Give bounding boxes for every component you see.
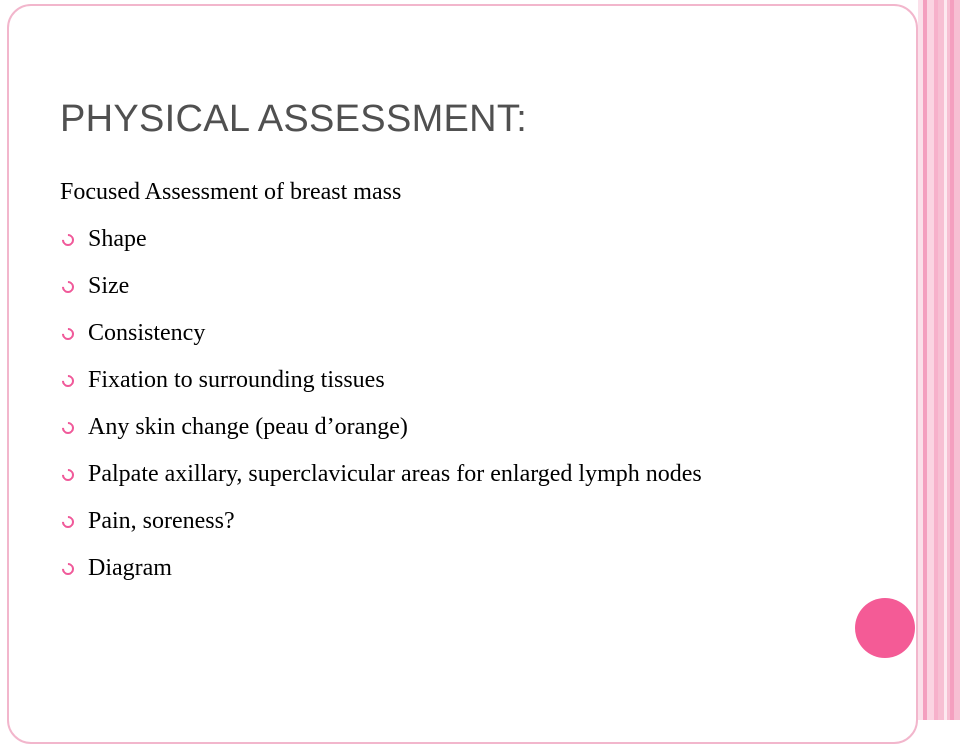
list-item [60,412,850,442]
bullet-text: Palpate axillary, superclavicular areas for enlarged lymph nodes [88,461,702,487]
bullet-text: Fixation to surrounding tissues [88,367,385,393]
circle-bullet-icon [60,326,77,343]
circle-bullet-icon [60,514,77,531]
bullet-text: Consistency [88,320,206,346]
list-item [60,365,850,395]
list-item [60,224,850,254]
bullet-list [60,224,850,600]
side-stripe [944,0,947,720]
decorative-circle [855,598,915,658]
bullet-text: Diagram [88,555,172,581]
side-stripe [927,0,934,720]
slide-title: PHYSICAL ASSESSMENT: [60,98,528,140]
list-item [60,553,850,583]
side-stripe [938,0,960,720]
circle-bullet-icon [60,561,77,578]
circle-bullet-icon [60,232,77,249]
intro-text: Focused Assessment of breast mass [60,179,402,205]
bullet-text: Any skin change (peau d’orange) [88,414,408,440]
list-item [60,318,850,348]
circle-bullet-icon [60,467,77,484]
circle-bullet-icon [60,279,77,296]
circle-bullet-icon [60,420,77,437]
list-item [60,459,850,489]
list-item [60,271,850,301]
bullet-text: Shape [88,226,147,252]
side-stripe [950,0,954,720]
bullet-text: Size [88,273,130,299]
circle-bullet-icon [60,373,77,390]
list-item [60,506,850,536]
bullet-text: Pain, soreness? [88,508,235,534]
